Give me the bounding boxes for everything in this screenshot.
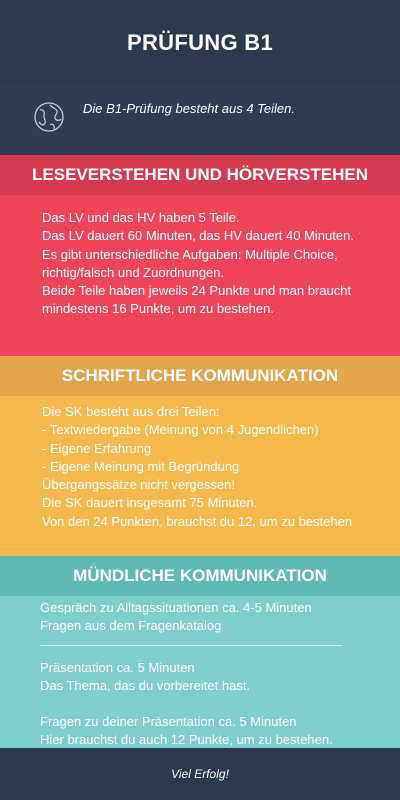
- section-title-schriftlich: SCHRIFTLICHE KOMMUNIKATION: [0, 356, 400, 396]
- footer-text: Viel Erfolg!: [171, 767, 229, 781]
- oral-part-presentation: Präsentation ca. 5 Minuten Das Thema, das du vorbereitet hast.: [40, 659, 251, 693]
- section-title-lesen-hoeren: LESEVERSTEHEN UND HÖRVERSTEHEN: [0, 155, 400, 195]
- page-title: PRÜFUNG B1: [126, 30, 273, 55]
- oral-part-conversation: Gespräch zu Alltagssituationen ca. 4-5 Minuten Fragen aus dem Fragenkatalog: [40, 600, 312, 634]
- oral-part-questions: Fragen zu deiner Präsentation ca. 5 Minuten Hier brauchst du auch 12 Punkte, um zu bestehen.: [40, 714, 333, 748]
- divider: [40, 645, 342, 646]
- intro-text: Die B1-Prüfung besteht aus 4 Teilen.: [83, 101, 295, 116]
- section-body-lesen-hoeren: [0, 195, 400, 356]
- section-title-muendlich: MÜNDLICHE KOMMUNIKATION: [0, 556, 400, 596]
- header: [0, 0, 400, 86]
- intro-section: [0, 86, 400, 155]
- footer: [0, 748, 400, 800]
- section-body-schriftlich: [0, 396, 400, 556]
- globe-icon: [33, 101, 65, 133]
- spacer: [40, 695, 370, 713]
- section-body-muendlich: [0, 596, 400, 748]
- section-text: Das LV und das HV haben 5 Teile. Das LV dauert 60 Minuten, das HV dauert 40 Minuten. Es gibt unterschiedliche Aufgaben: Multiple Choice, richtig/falsch und Zuordnungen. Beide Teile haben jeweils 24 Punkte und man braucht mindestens 16 Punkte, um zu bestehen.: [42, 210, 354, 317]
- section-text: Die SK besteht aus drei Teilen: - Textwiedergabe (Meinung von 4 Jugendlichen) - Eigene Erfahrung - Eigene Meinung mit Begründung Übergangssätze nicht vergessen! Die SK dauert insgesamt 75 Minuten. Von den 24 Punkten, brauchst du 12, um zu bestehen: [42, 404, 353, 529]
